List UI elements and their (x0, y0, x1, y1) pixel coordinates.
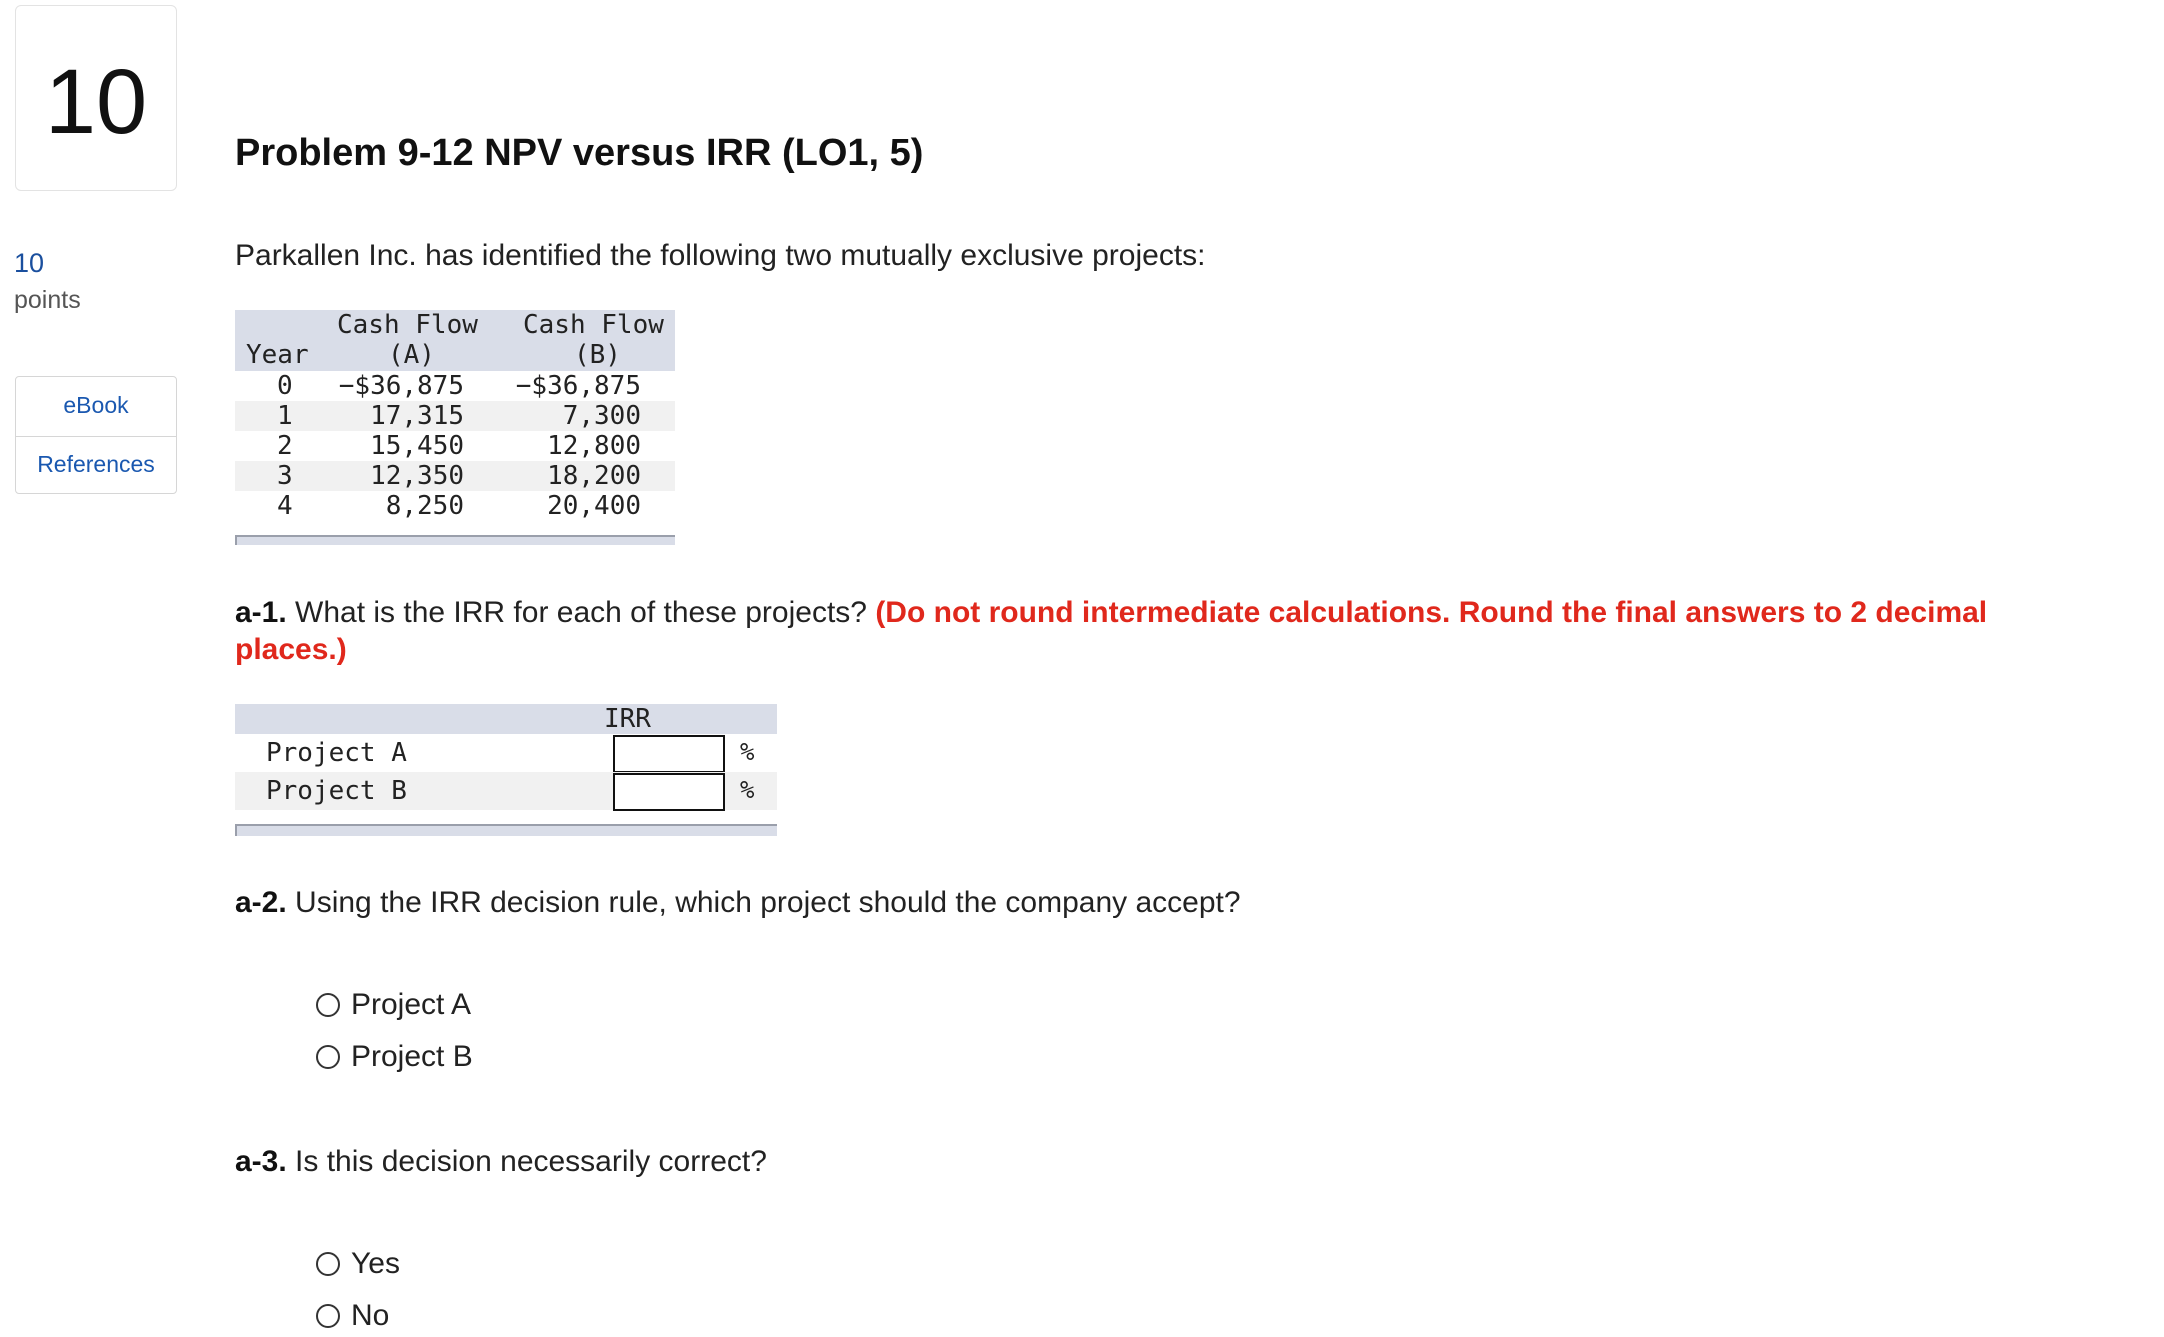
cell-cf-b: 18,200 (547, 461, 641, 491)
row-label-project-a: Project A (266, 738, 407, 768)
irr-table-header (235, 704, 777, 734)
references-link[interactable]: References (37, 451, 155, 477)
part-a2-question (235, 884, 1241, 921)
radio-button[interactable] (316, 1252, 340, 1276)
ebook-link[interactable]: eBook (63, 392, 129, 418)
part-a3-question (235, 1143, 767, 1180)
table-row (235, 734, 777, 772)
percent-sign: % (740, 738, 755, 766)
table-footer (235, 824, 777, 836)
radio-button[interactable] (316, 993, 340, 1017)
cell-year: 3 (277, 461, 293, 491)
part-a1-instruction: (Do not round intermediate calculations. Round the final answers to 2 decimal (875, 596, 1988, 629)
problem-intro: Parkallen Inc. has identified the following two mutually exclusive projects: (235, 239, 1206, 272)
part-a1-question (235, 594, 2135, 631)
part-a2-text: Using the IRR decision rule, which project should the company accept? (286, 886, 1241, 919)
part-a3-label: a-3. (235, 1145, 287, 1178)
table-row (235, 491, 675, 521)
cell-cf-a: 15,450 (370, 431, 464, 461)
cell-year: 4 (277, 491, 293, 521)
table-row (235, 772, 777, 810)
table-row (235, 371, 675, 401)
table-row (235, 461, 675, 491)
question-number-box (15, 5, 177, 191)
cell-cf-a: 8,250 (385, 491, 464, 521)
irr-input-project-a[interactable] (613, 735, 725, 773)
resource-links-box (15, 376, 177, 494)
points-value: 10 (14, 248, 45, 278)
points-label: points (14, 286, 81, 314)
divider (16, 436, 176, 437)
table-footer (235, 535, 675, 545)
radio-label: Yes (351, 1247, 400, 1280)
cell-year: 1 (277, 401, 293, 431)
part-a1-instruction-cont: places.) (235, 633, 347, 666)
cell-cf-b: −$36,875 (515, 371, 641, 401)
cell-cf-a: −$36,875 (338, 371, 464, 401)
part-a3-text: Is this decision necessarily correct? (286, 1145, 767, 1178)
header-cf-b-line2: (B) (574, 340, 621, 370)
part-a1-label: a-1. (235, 596, 287, 629)
cell-cf-b: 20,400 (547, 491, 641, 521)
radio-label: Project A (351, 988, 472, 1021)
cell-year: 2 (277, 431, 293, 461)
cell-cf-b: 12,800 (547, 431, 641, 461)
row-label-project-b: Project B (266, 776, 407, 806)
problem-title: Problem 9-12 NPV versus IRR (LO1, 5) (235, 132, 924, 174)
percent-sign: % (740, 776, 755, 804)
cash-flow-table-header (235, 310, 675, 371)
table-row (235, 401, 675, 431)
question-number: 10 (44, 51, 148, 153)
radio-button[interactable] (316, 1045, 340, 1069)
header-cf-a-line2: (A) (388, 340, 435, 370)
header-irr: IRR (604, 704, 651, 734)
cell-cf-a: 17,315 (370, 401, 464, 431)
header-cf-a-line1: Cash Flow (337, 310, 478, 340)
cell-year: 0 (277, 371, 293, 401)
header-cf-b-line1: Cash Flow (523, 310, 664, 340)
radio-label: No (351, 1299, 390, 1332)
cell-cf-b: 7,300 (562, 401, 641, 431)
radio-label: Project B (351, 1040, 473, 1073)
part-a2-label: a-2. (235, 886, 287, 919)
table-row (235, 431, 675, 461)
part-a1-text: What is the IRR for each of these projects? (286, 596, 876, 629)
radio-button[interactable] (316, 1304, 340, 1328)
irr-input-project-b[interactable] (613, 773, 725, 811)
cell-cf-a: 12,350 (370, 461, 464, 491)
header-year: Year (246, 340, 309, 370)
